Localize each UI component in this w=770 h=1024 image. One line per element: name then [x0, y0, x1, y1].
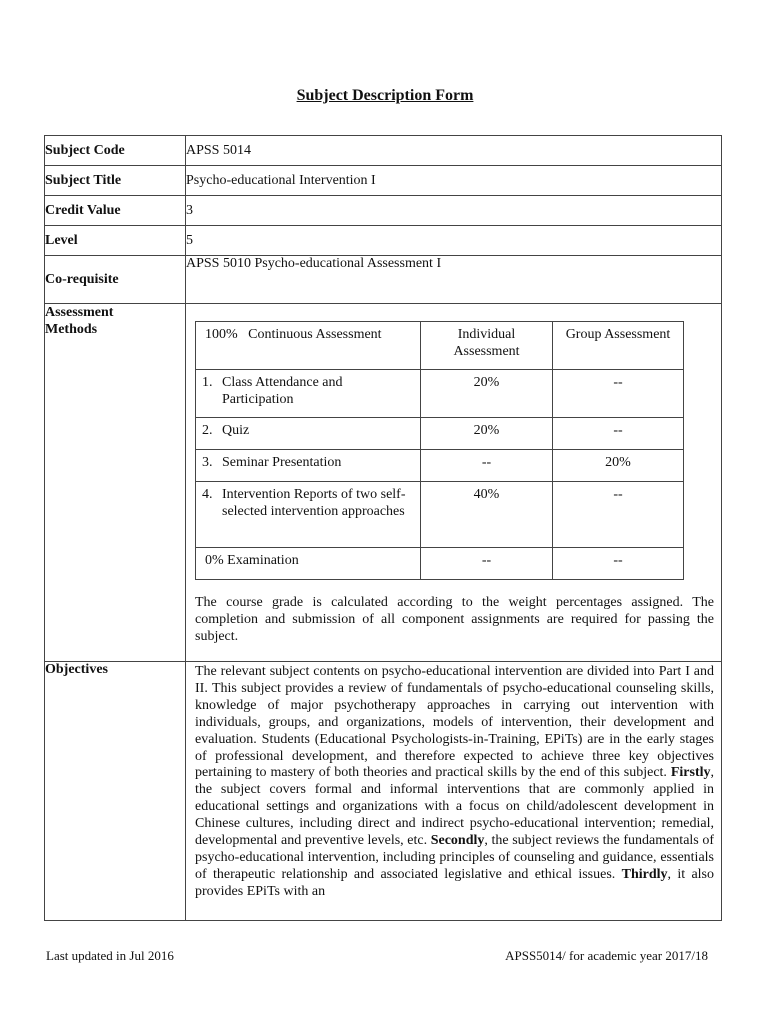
objectives-cell — [186, 662, 722, 921]
assessment-header-row — [196, 322, 684, 370]
subject-title-value: Psycho-educational Intervention I — [186, 166, 722, 196]
item-group-weight: -- — [553, 418, 684, 450]
assessment-methods-cell — [186, 304, 722, 662]
row-corequisite — [45, 256, 722, 304]
level-label: Level — [45, 226, 186, 256]
footer-last-updated: Last updated in Jul 2016 — [46, 948, 174, 963]
header-individual-assessment: Individual Assessment — [421, 322, 553, 370]
item-group-weight: 20% — [553, 450, 684, 482]
credit-value-label: Credit Value — [45, 196, 186, 226]
row-level — [45, 226, 722, 256]
objectives-paragraph-4: , it also provides EPiTs with an — [195, 866, 714, 899]
assessment-row — [196, 482, 684, 548]
row-assessment-methods — [45, 304, 722, 662]
assessment-row — [196, 418, 684, 450]
assessment-row — [196, 370, 684, 418]
subject-title-label: Subject Title — [45, 166, 186, 196]
subject-code-label: Subject Code — [45, 136, 186, 166]
item-individual-weight: 20% — [421, 370, 553, 418]
assessment-row — [196, 450, 684, 482]
assessment-item — [196, 418, 421, 450]
subject-code-value: APSS 5014 — [186, 136, 722, 166]
credit-value-value: 3 — [186, 196, 722, 226]
item-group-weight: -- — [553, 370, 684, 418]
objectives-paragraph-2: , the subject covers formal and informal interventions that are commonly applied in educational settings and organizations with a focus on child/adolescent development in Chinese cultures, including direct and indirect psycho-educational intervention; remedial, developmental and preventive levels, etc. — [195, 765, 714, 849]
objectives-label: Objectives — [45, 662, 186, 921]
row-credit-value — [45, 196, 722, 226]
item-number: 2. — [202, 423, 213, 438]
objectives-thirdly: Thirdly — [621, 866, 668, 882]
item-text: Intervention Reports of two self-selected intervention approaches — [222, 487, 406, 519]
item-individual-weight: -- — [421, 450, 553, 482]
header-continuous-assessment: 100% Continuous Assessment — [196, 322, 421, 370]
grade-note: The course grade is calculated according to the weight percentages assigned. The completion and submission of all component assignments are required for passing the subject. — [195, 595, 714, 644]
exam-label: 0% Examination — [196, 548, 421, 580]
objectives-text — [195, 662, 714, 920]
objectives-firstly: Firstly — [670, 765, 711, 781]
item-individual-weight: 20% — [421, 418, 553, 450]
assessment-methods-label — [45, 304, 186, 662]
subject-form-table — [44, 135, 722, 921]
corequisite-value: APSS 5010 Psycho-educational Assessment I — [186, 256, 722, 304]
item-individual-weight: 40% — [421, 482, 553, 548]
item-number: 4. — [202, 487, 213, 502]
item-number: 1. — [202, 375, 213, 390]
item-text: Quiz — [222, 423, 250, 438]
assessment-exam-row — [196, 548, 684, 580]
item-text: Class Attendance and Participation — [222, 375, 343, 407]
objectives-paragraph-1: The relevant subject contents on psycho-educational intervention are divided into Part I and II. This subject provides a review of fundamentals of psycho-educational counseling skills, knowledge of major psychotherapy approaches in carrying out intervention with individuals, groups, and organizations, models of intervention, their development and evaluation. Students (Educational Psychologists-in-Training, EPiTs) are in the early stages of professional development, and therefore expected to achieve three key objectives pertaining to mastery of both theories and practical skills by the end of this subject. — [195, 664, 714, 781]
row-subject-code — [45, 136, 722, 166]
row-objectives — [45, 662, 722, 921]
exam-individual-weight: -- — [421, 548, 553, 580]
assessment-item — [196, 450, 421, 482]
assessment-label-line2: Methods — [45, 322, 98, 337]
assessment-item — [196, 370, 421, 418]
assessment-label-line1: Assessment — [45, 305, 114, 320]
header-group-assessment: Group Assessment — [553, 322, 684, 370]
row-subject-title — [45, 166, 722, 196]
assessment-table — [195, 321, 684, 580]
exam-group-weight: -- — [553, 548, 684, 580]
page-title: Subject Description Form — [296, 87, 474, 104]
objectives-paragraph-3: , the subject reviews the fundamentals of psycho-educational intervention, including principles of counseling and guidance, essentials of therapeutic relationship and associated legislative and ethical issues. — [195, 833, 714, 882]
objectives-secondly: Secondly — [430, 833, 485, 849]
item-group-weight: -- — [553, 482, 684, 548]
item-text: Seminar Presentation — [222, 455, 342, 470]
corequisite-label: Co-requisite — [45, 256, 186, 304]
assessment-item — [196, 482, 421, 548]
footer-academic-year: APSS5014/ for academic year 2017/18 — [505, 948, 708, 963]
level-value: 5 — [186, 226, 722, 256]
item-number: 3. — [202, 455, 213, 470]
